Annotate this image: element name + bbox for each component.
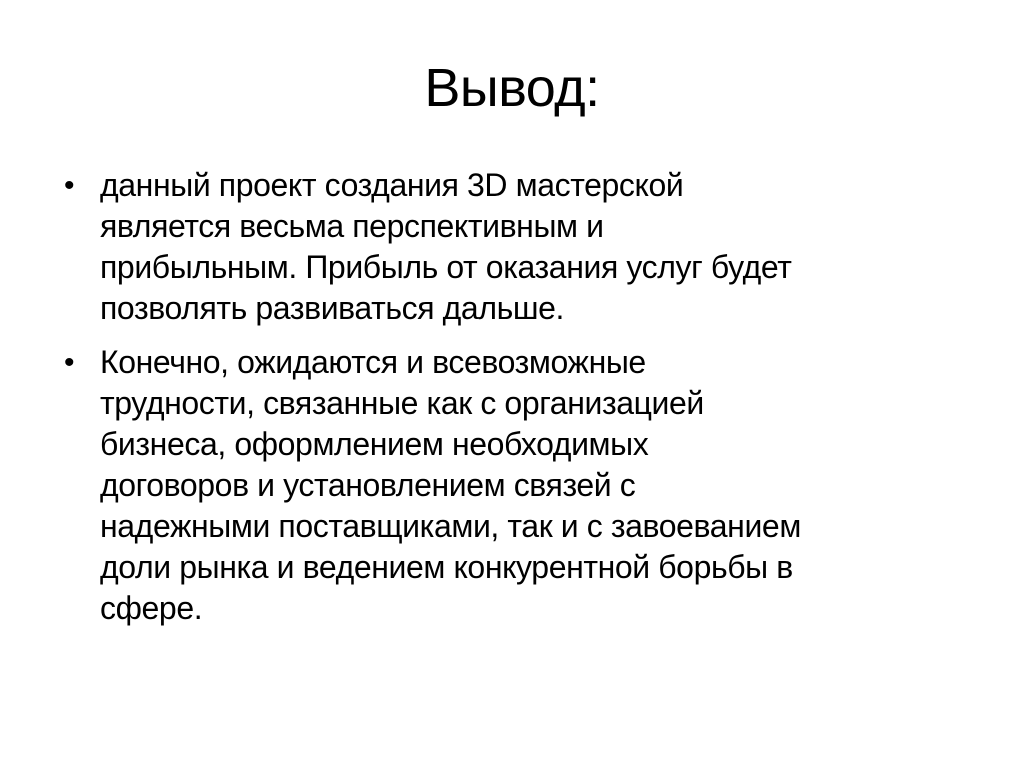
bullet-icon: • xyxy=(64,345,75,379)
bullet-item xyxy=(62,342,808,629)
slide-body xyxy=(62,165,808,629)
bullet-item xyxy=(62,165,808,329)
slide-title: Вывод: xyxy=(424,58,600,118)
bullet-text: Конечно, ожидаются и всевозможные трудности, связанные как с организацией бизнеса, оформлением необходимых договоров и установлением связей с надежными поставщиками, так и с завоеванием доли рынка и ведением конкурентной борьбы в сфере. xyxy=(100,343,801,626)
bullet-icon: • xyxy=(64,168,75,202)
bullet-text: данный проект создания 3D мастерской является весьма перспективным и прибыльным. Прибыль от оказания услуг будет позволять развиваться дальше. xyxy=(100,166,792,326)
